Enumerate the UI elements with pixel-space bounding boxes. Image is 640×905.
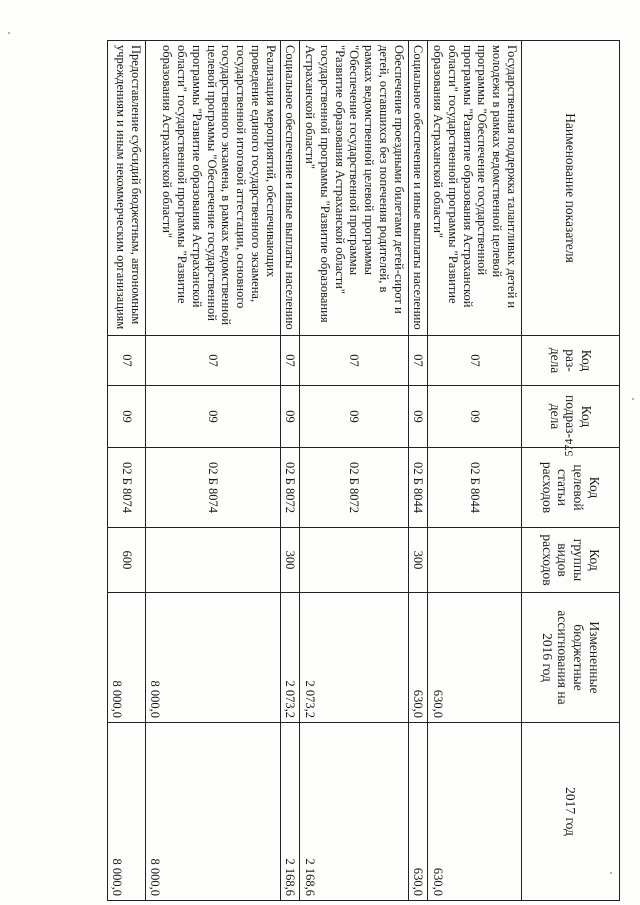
cell-2017: 2 168,6 [280,723,300,901]
cell-razdel: 07 [280,336,300,386]
cell-budget-2016: 2 073,2 [300,593,408,723]
cell-podrazdel: 09 [107,386,145,448]
table-row [107,41,145,901]
cell-budget-2016: 2 073,2 [280,593,300,723]
cell-gruppa [145,528,280,593]
header-2017: 2017 год [522,723,620,901]
cell-budget-2016: 8 000,0 [107,593,145,723]
rotated-page [110,40,620,900]
cell-name: Социальное обеспечение и иные выплаты населению [280,41,300,336]
cell-2017: 2 168,6 [300,723,408,901]
cell-2017: 8 000,0 [107,723,145,901]
cell-razdel: 07 [428,336,522,386]
cell-gruppa: 600 [107,528,145,593]
cell-statya: 02 Б 8074 [107,448,145,528]
cell-gruppa: 300 [408,528,428,593]
cell-statya: 02 Б 8044 [408,448,428,528]
table-row [145,41,280,901]
table-row [428,41,522,901]
budget-table [107,40,620,901]
cell-statya: 02 Б 8044 [428,448,522,528]
cell-statya: 02 Б 8072 [300,448,408,528]
cell-name: Реализация мероприятий, обеспечивающих проведение единого государственного экзамена, государственной итоговой аттестации, основного государственного экзамена, в рамках ведомственной целевой программы "Обеспечение государственной программы "Развитие образования Астраханской области" государственной программы "Развитие образования Астраханской области" [145,41,280,336]
page-number: 574 [561,438,576,457]
header-gruppa: Код группы видов расходов [522,528,620,593]
header-podrazdel: Код подраз-дела [522,386,620,448]
table-row [300,41,408,901]
cell-gruppa [428,528,522,593]
table-row [408,41,428,901]
cell-budget-2016: 630,0 [428,593,522,723]
cell-podrazdel: 09 [280,386,300,448]
cell-2017: 630,0 [428,723,522,901]
cell-podrazdel: 09 [300,386,408,448]
scan-speck [610,872,612,874]
cell-razdel: 07 [300,336,408,386]
scan-speck [632,398,634,400]
cell-2017: 8 000,0 [145,723,280,901]
cell-name: Предоставление субсидий бюджетным, автономным учреждениям и иным некоммерческим организациям [107,41,145,336]
cell-razdel: 07 [145,336,280,386]
cell-statya: 02 Б 8074 [145,448,280,528]
header-statya: Код целевой статьи расходов [522,448,620,528]
table-header-row [522,41,620,901]
cell-name: Социальное обеспечение и иные выплаты населению [408,41,428,336]
cell-razdel: 07 [408,336,428,386]
cell-name: Обеспечение проездными билетами детей-сирот и детей, оставшихся без попечения родителей, в рамках ведомственной целевой программы "Обеспечение государственной программы "Развитие образования Астраханской области" государственной программы "Развитие образования Астраханской области" [300,41,408,336]
table-row [280,41,300,901]
cell-gruppa [300,528,408,593]
header-name: Наименование показателя [522,41,620,336]
cell-statya: 02 Б 8072 [280,448,300,528]
cell-gruppa: 300 [280,528,300,593]
cell-budget-2016: 8 000,0 [145,593,280,723]
cell-2017: 630,0 [408,723,428,901]
cell-podrazdel: 09 [408,386,428,448]
header-budget-2016: Измененные бюджетные ассигнования на 2016 год [522,593,620,723]
cell-razdel: 07 [107,336,145,386]
cell-name: Государственная поддержка талантливых детей и молодежи в рамках ведомственной целевой программы "Обеспечение государственной программы "Развитие образования Астраханской области" государственной программы "Развитие образования Астраханской области" [428,41,522,336]
header-razdel: Код раз-дела [522,336,620,386]
cell-podrazdel: 09 [145,386,280,448]
cell-podrazdel: 09 [428,386,522,448]
cell-budget-2016: 630,0 [408,593,428,723]
scan-speck [8,32,10,34]
